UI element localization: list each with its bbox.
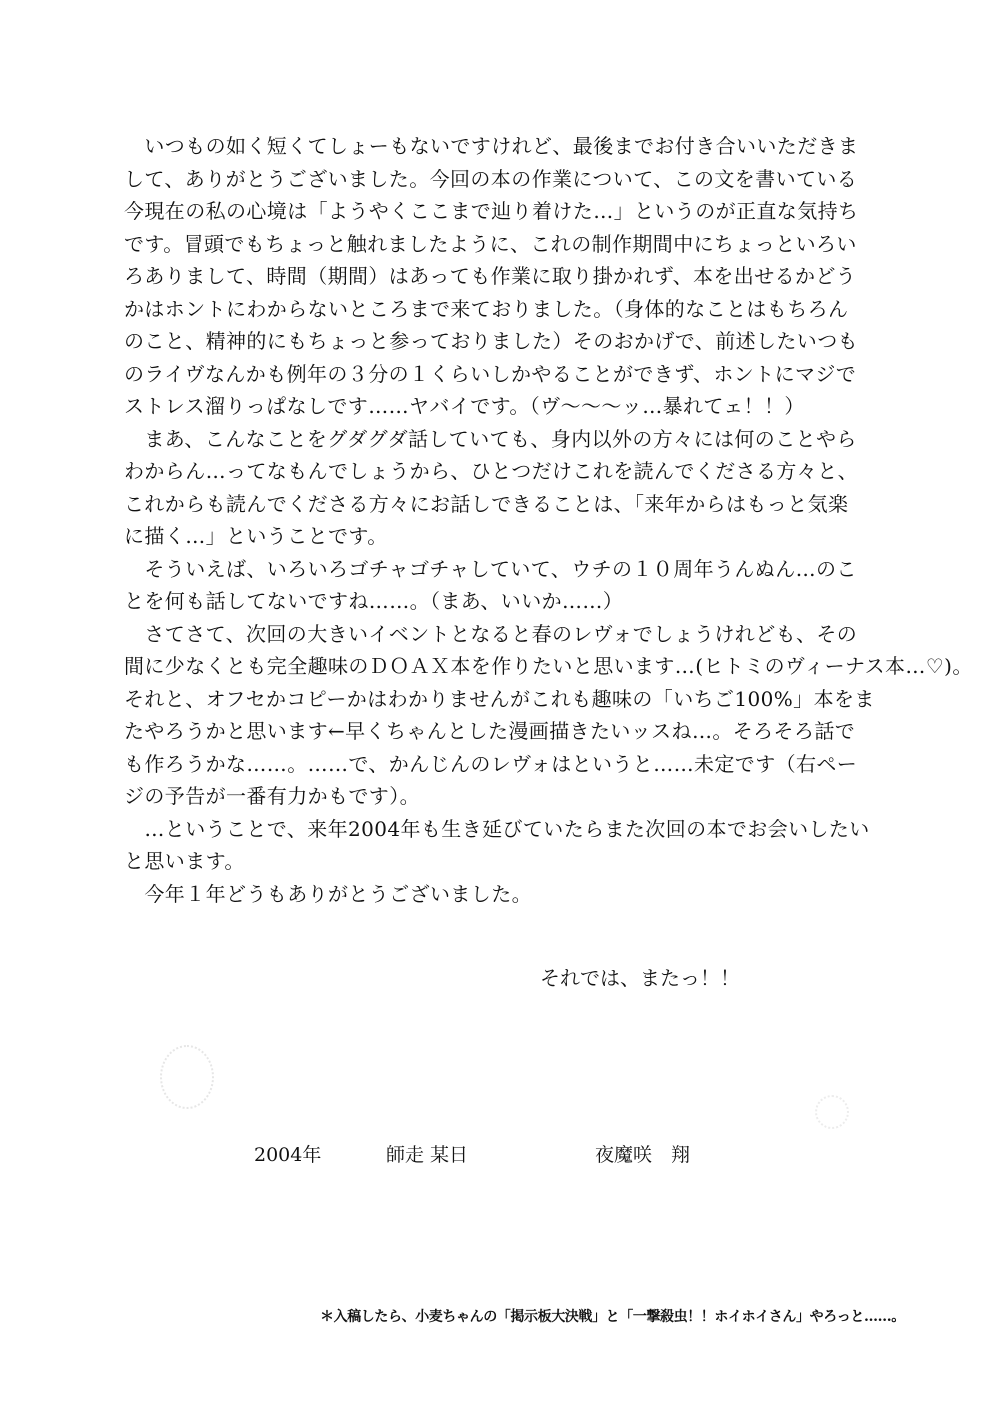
body-line: いつもの如く短くてしょーもないですけれど、最後までお付き合いいただきま: [124, 134, 859, 158]
body-line: 間に少なくとも完全趣味のＤＯＡＸ本を作りたいと思います…(ヒトミのヴィーナス本…♡)。: [124, 654, 973, 678]
footnote: ＊入稿したら、小麦ちゃんの「掲示板大決戦」と「一撃殺虫！！ホイホイさん」やろっと……。: [320, 1309, 905, 1325]
body-line: それと、オフセかコピーかはわかりませんがこれも趣味の「いちご100%」本をま: [124, 686, 875, 711]
body-line: と思います。: [124, 849, 245, 873]
body-line: ストレス溜りっぱなしです……ヤバイです。（ヴ～～～ッ…暴れてェ！！）: [124, 394, 805, 418]
body-line: に描く…」ということです。: [124, 524, 388, 548]
body-line: のこと、精神的にもちょっと参っておりました）そのおかげで、前述したいつも: [124, 329, 858, 353]
body-line: かはホントにわからないところまで来ておりました。（身体的なことはもちろん: [124, 296, 849, 321]
signoff-text: それでは、またっ！！: [540, 966, 740, 990]
body-line: まあ、こんなことをグダグダ話していても、身内以外の方々には何のことやら: [124, 426, 857, 451]
body-line: ジの予告が一番有力かもです）。: [124, 784, 420, 808]
body-line: …ということで、来年2004年も生き延びていたらまた次回の本でお会いしたい: [124, 816, 870, 841]
afterword-body: [124, 130, 973, 910]
body-line: そういえば、いろいろゴチャゴチャしていて、ウチの１０周年うんぬん…のこ: [124, 556, 857, 581]
body-line: たやろうかと思います←早くちゃんとした漫画描きたいッスね…。そろそろ話で: [124, 719, 856, 743]
body-line: これからも読んでくださる方々にお話しできることは、「来年からはもっと気楽: [124, 491, 849, 516]
body-line: 今現在の私の心境は「ようやくここまで辿り着けた…」というのが正直な気持ち: [124, 199, 859, 223]
body-line: とを何も話してないですね……。（まあ、いいか……）: [124, 589, 624, 613]
scan-smudge: [815, 1095, 849, 1129]
body-line: も作ろうかな……。……で、かんじんのレヴォはというと……未定です（右ペー: [124, 751, 858, 776]
footer-year: 2004年: [254, 1144, 322, 1166]
body-line: わからん…ってなもんでしょうから、ひとつだけこれを読んでくださる方々と、: [124, 459, 858, 483]
body-line: 今年１年どうもありがとうございました。: [124, 881, 532, 906]
footer-date: 師走 某日: [386, 1144, 469, 1166]
body-line: ろありまして、時間（期間）はあっても作業に取り掛かれず、本を出せるかどう: [124, 264, 857, 288]
body-line: して、ありがとうございました。今回の本の作業について、この文を書いている: [124, 166, 858, 191]
footer-author: 夜魔咲 翔: [595, 1144, 691, 1166]
body-line: です。冒頭でもちょっと触れましたように、これの制作期間中にちょっといろい: [124, 231, 857, 256]
scan-smudge: [160, 1045, 214, 1109]
body-line: のライヴなんかも例年の３分の１くらいしかやることができず、ホントにマジで: [124, 361, 857, 386]
body-line: さてさて、次回の大きいイベントとなると春のレヴォでしょうけれども、その: [124, 621, 858, 646]
